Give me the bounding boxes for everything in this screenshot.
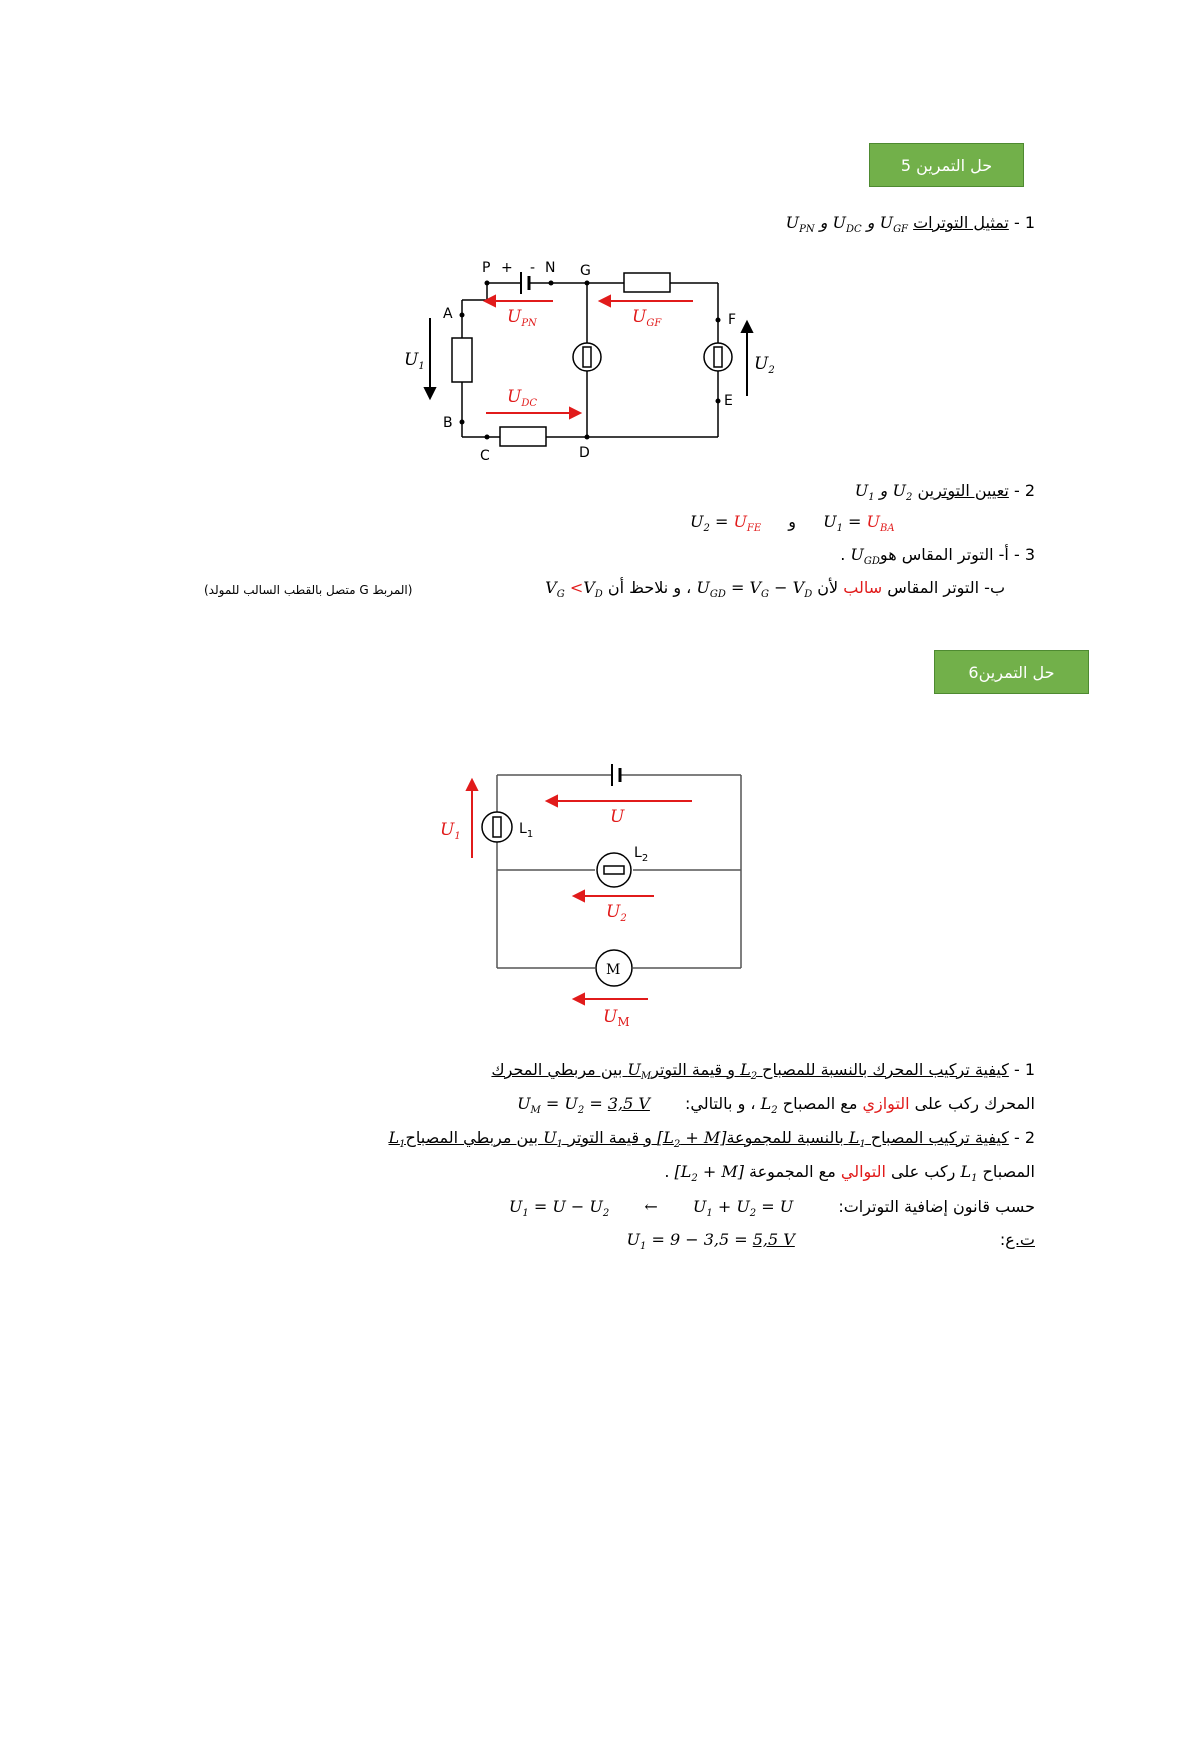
node-E: E <box>724 393 733 409</box>
ex5-q3a: 3 - أ- التوتر المقاس هوU$_{GD}$ . <box>840 545 1035 568</box>
label-UPN: $U_{PN}$ <box>507 307 537 329</box>
label-UGF: $U_{GF}$ <box>632 307 662 329</box>
ex6-q2-line4: ت.ع: $U_1 = 9 - 3,5 = 5,5$ V <box>626 1230 1035 1253</box>
node-D: D <box>579 445 590 461</box>
ex6-q2: 2 - كيفية تركيب المصباح $L_1$ بالنسبة $للمجموعة[L_2 + M]$ و قيمة التوتر $U_1$ بين مربطي المصباحL$_1$ <box>388 1128 1035 1151</box>
ex5-q1: 1 - تمثيل التوترات $U_{GF}$ و $U_{DC}$ و $U_{PN}$ <box>785 213 1035 236</box>
ex6-q2-line2: المصباح $L_1$ ركب على التوالي مع المجموعة $[L_2 + M]$ . <box>664 1162 1035 1185</box>
lamp-L2: $L_2$ <box>634 845 649 864</box>
node-B: B <box>443 415 453 431</box>
ex6-title: حل التمرين6 <box>968 662 1055 682</box>
label-UM: $U_M$ <box>603 1007 630 1029</box>
label-U: U <box>610 807 625 827</box>
label-U2: $U_2$ <box>754 354 775 376</box>
label-U2-ex6: $U_2$ <box>606 902 627 924</box>
ex5-q2-answer: $U_2 = U_{FE}$ و $U_1 = U_{BA}$ <box>690 512 895 535</box>
label-U1-ex6: $U_1$ <box>440 820 461 842</box>
ex5-q2: 2 - تعيين التوترين $U_2$ و $U_1$ <box>854 481 1035 504</box>
ex6-q1-line2: المحرك ركب على التوازي مع المصباح $L_2$ ، و بالتالي: $U_M = U_2 = 3,5$ V <box>517 1094 1035 1117</box>
node-G: G <box>580 263 591 279</box>
ex5-title: حل التمرين 5 <box>900 155 993 175</box>
node-N: N <box>545 260 556 276</box>
node-C: C <box>480 448 490 464</box>
motor-M: M <box>606 962 621 978</box>
node-A: A <box>443 306 453 322</box>
ex5-q3b-note: (المربط G متصل بالقطب السالب للمولد) <box>204 583 413 597</box>
label-U1: $U_1$ <box>404 350 425 372</box>
label-UDC: $U_{DC}$ <box>507 387 537 409</box>
node-F: F <box>728 312 737 328</box>
node-P: P <box>482 260 491 276</box>
ex6-q1: 1 - كيفية تركيب المحرك بالنسبة للمصباح $L_2$ و قيمة التوترU$_M$ بين مربطي المحرك <box>491 1060 1035 1083</box>
node-plus: + <box>501 260 513 276</box>
ex6-q2-line3: حسب قانون إضافية التوترات: $U_1 = U - U_2$ ← $U_1 + U_2 = U$ <box>508 1197 1035 1220</box>
lamp-L1: $L_1$ <box>519 821 534 840</box>
ex5-q3b: ب- التوتر المقاس سالب لأن $U_{GD} = V_G - V_D$ ، و نلاحظ أن $V_G <V_D$ <box>545 578 1005 601</box>
node-minus: - <box>530 260 536 276</box>
